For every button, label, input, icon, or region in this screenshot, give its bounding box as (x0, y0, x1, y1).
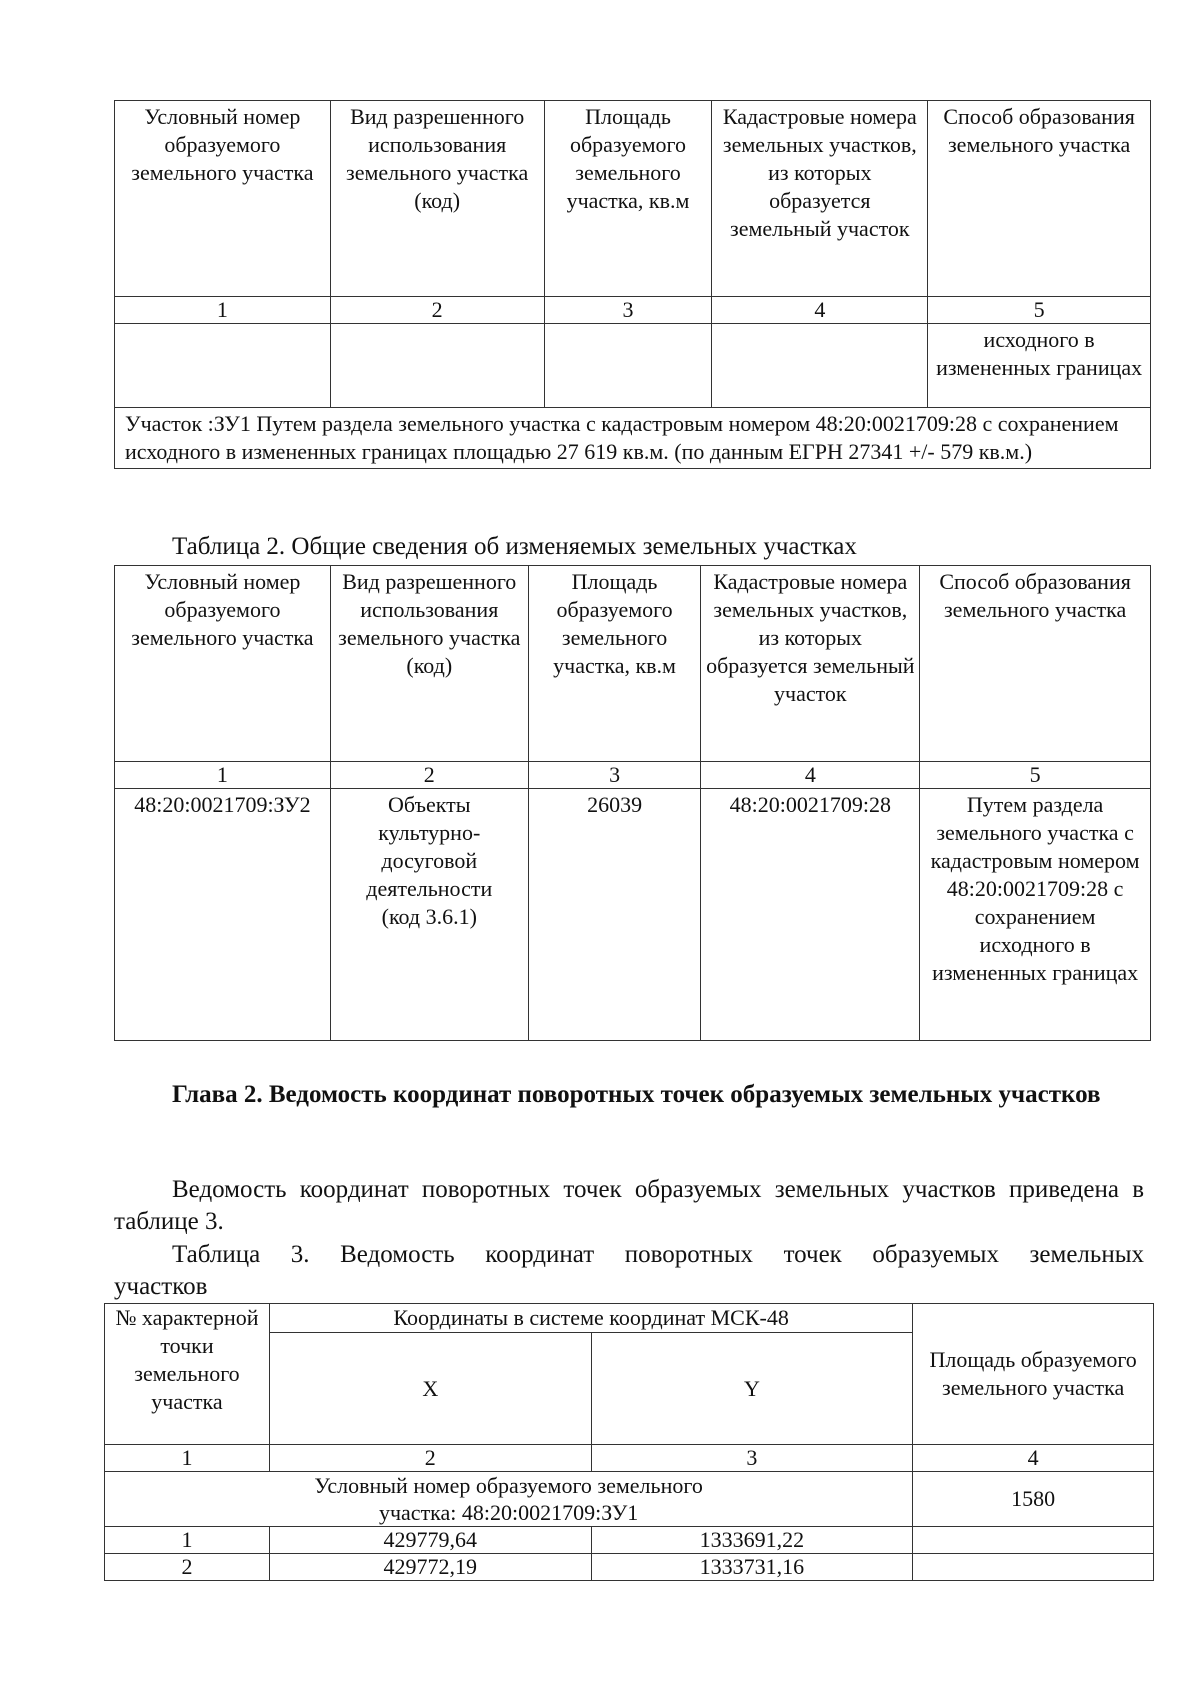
parcel-area: 26039 (528, 789, 701, 1041)
intro-paragraph-text: Ведомость координат поворотных точек образуемых земельных участков приведена в таблице 3. (114, 1176, 1144, 1235)
table-1-header-cell: Вид разрешенного использования земельного участка (код) (330, 101, 544, 297)
table-1-header-cell: Способ образования земельного участка (928, 101, 1151, 297)
y-header: Y (591, 1333, 913, 1445)
table-1-header-row (115, 101, 1151, 297)
source-cadastral-number: 48:20:0021709:28 (701, 789, 920, 1041)
formation-method: Путем раздела земельного участка с кадастровым номером 48:20:0021709:28 с сохранением исходного в измененных границах (920, 789, 1151, 1041)
parcel-number: 48:20:0021709:ЗУ2 (115, 789, 331, 1041)
table-2-header-cell: Способ образования земельного участка (920, 566, 1151, 762)
y-value: 1333691,22 (591, 1527, 913, 1554)
table-3-caption (114, 1239, 1144, 1271)
area-value (913, 1527, 1154, 1554)
table-1-continuation-row (115, 324, 1151, 408)
table-2-data-row (115, 789, 1151, 1041)
table-row (105, 1527, 1154, 1554)
table-1-column-numbers (115, 297, 1151, 324)
table-2-header-row (115, 566, 1151, 762)
column-number: 2 (269, 1445, 591, 1472)
coordinates-header: Координаты в системе координат МСК-48 (269, 1304, 912, 1333)
table-cell (544, 324, 712, 408)
table-1-header-cell: Условный номер образуемого земельного участка (115, 101, 331, 297)
table-2-column-numbers (115, 762, 1151, 789)
column-number: 3 (528, 762, 701, 789)
column-number: 3 (544, 297, 712, 324)
column-number: 5 (920, 762, 1151, 789)
table-cell (115, 324, 331, 408)
y-value: 1333731,16 (591, 1554, 913, 1581)
chapter-heading (114, 1078, 1144, 1111)
group-area: 1580 (913, 1472, 1154, 1527)
table-2-header-cell: Кадастровые номера земельных участков, из которых образуется земельный участок (701, 566, 920, 762)
x-value: 429779,64 (269, 1527, 591, 1554)
area-value (913, 1554, 1154, 1581)
table-3-column-numbers (105, 1445, 1154, 1472)
chapter-heading-text: Глава 2. Ведомость координат поворотных точек образуемых земельных участков (172, 1081, 1101, 1108)
table-1-header-cell: Площадь образуемого земельного участка, кв.м (544, 101, 712, 297)
table-2-header-cell: Условный номер образуемого земельного участка (115, 566, 331, 762)
table-3-header-row-1 (105, 1304, 1154, 1333)
table-cell (330, 324, 544, 408)
column-number: 4 (701, 762, 920, 789)
table-cell: исходного в измененных границах (928, 324, 1151, 408)
column-number: 1 (115, 762, 331, 789)
column-number: 4 (913, 1445, 1154, 1472)
table-1 (114, 100, 1151, 469)
area-header: Площадь образуемого земельного участка (913, 1304, 1154, 1445)
x-header: X (269, 1333, 591, 1445)
table-3-caption-cont: участков (114, 1273, 208, 1300)
permitted-use: Объекты культурно-досуговой деятельности (код 3.6.1) (330, 789, 528, 1041)
column-number: 2 (330, 762, 528, 789)
column-number: 3 (591, 1445, 913, 1472)
point-number: 1 (105, 1527, 270, 1554)
table-1-note-row (115, 408, 1151, 469)
column-number: 5 (928, 297, 1151, 324)
table-row (105, 1554, 1154, 1581)
group-label: Условный номер образуемого земельного участка: 48:20:0021709:ЗУ1 (105, 1472, 913, 1527)
point-number-header: № характерной точки земельного участка (105, 1304, 270, 1445)
table-3-caption-line1: Таблица 3. Ведомость координат поворотных точек образуемых земельных (172, 1241, 1144, 1268)
table-1-header-cell: Кадастровые номера земельных участков, из которых образуется земельный участок (712, 101, 928, 297)
table-cell (712, 324, 928, 408)
table-2 (114, 565, 1151, 1041)
table-2-header-cell: Площадь образуемого земельного участка, кв.м (528, 566, 701, 762)
table-3 (104, 1303, 1154, 1581)
x-value: 429772,19 (269, 1554, 591, 1581)
table-2-caption: Таблица 2. Общие сведения об изменяемых земельных участках (172, 533, 857, 560)
column-number: 2 (330, 297, 544, 324)
column-number: 4 (712, 297, 928, 324)
table-3-group-row (105, 1472, 1154, 1527)
column-number: 1 (105, 1445, 270, 1472)
intro-paragraph (114, 1174, 1144, 1238)
column-number: 1 (115, 297, 331, 324)
point-number: 2 (105, 1554, 270, 1581)
parcel-note: Участок :ЗУ1 Путем раздела земельного участка с кадастровым номером 48:20:0021709:28 с сохранением исходного в измененных границах площадью 27 619 кв.м. (по данным ЕГРН 27341 +/- 579 кв.м.) (115, 408, 1151, 469)
table-2-header-cell: Вид разрешенного использования земельного участка (код) (330, 566, 528, 762)
